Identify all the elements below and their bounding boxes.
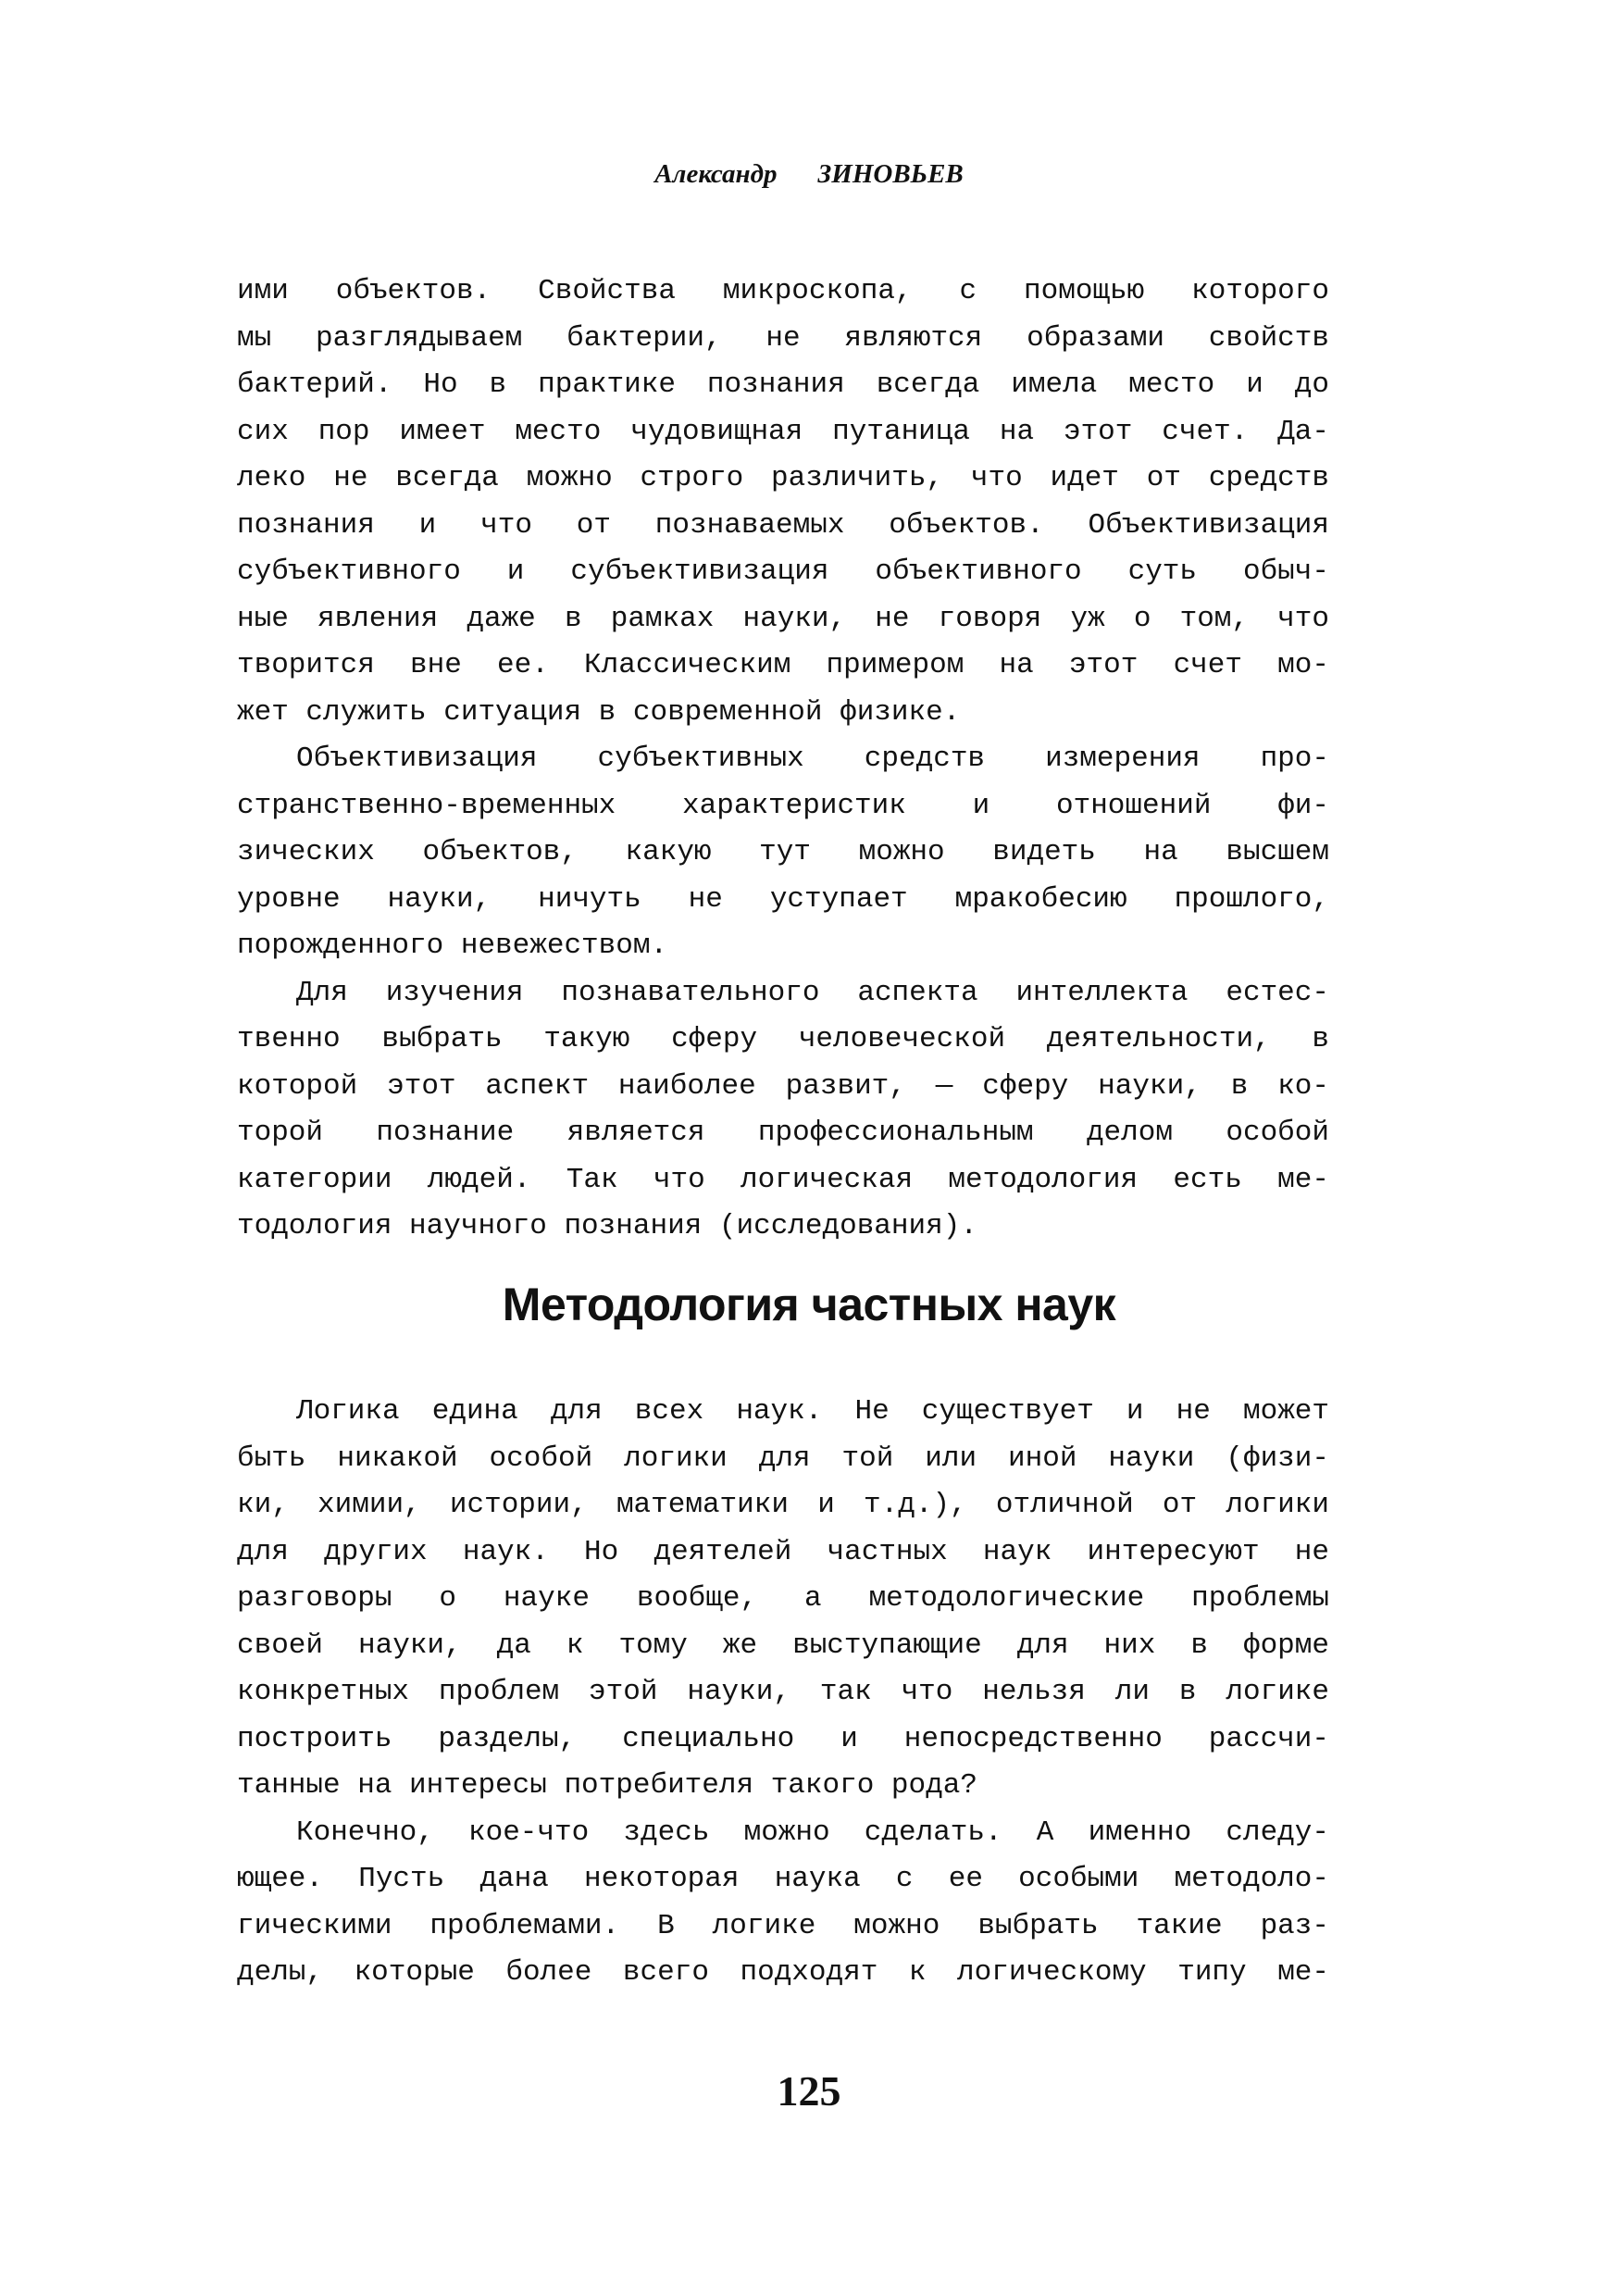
- text-line: которой этот аспект наиболее развит, — сферу науки, в ко-: [237, 1069, 1329, 1103]
- text-line: сих пор имеет место чудовищная путаница на этот счет. Да-: [237, 415, 1329, 448]
- text-line: конкретных проблем этой науки, так что нельзя ли в логике: [237, 1676, 1329, 1708]
- text-line: ные явления даже в рамках науки, не говоря уж о том, что: [237, 602, 1329, 635]
- text-line: гическими проблемами. В логике можно выбрать такие раз-: [237, 1909, 1329, 1942]
- text-line: зических объектов, какую тут можно видеть на высшем: [237, 836, 1329, 868]
- text-line: ими объектов. Свойства микроскопа, с помощью которого: [237, 275, 1329, 307]
- text-line: порожденного невежеством.: [237, 930, 668, 962]
- page-number: 125: [777, 2067, 841, 2115]
- text-line: быть никакой особой логики для той или иной науки (физи-: [237, 1441, 1329, 1475]
- text-line: ки, химии, истории, математики и т.д.), отличной от логики: [237, 1489, 1329, 1521]
- running-head: [0, 159, 1618, 190]
- text-line: бактерий. Но в практике познания всегда имела место и до: [237, 368, 1329, 401]
- text-line: мы разглядываем бактерии, не являются образами свойств: [237, 321, 1329, 355]
- text-line: своей науки, да к тому же выступающие для них в форме: [237, 1628, 1329, 1662]
- text-line: субъективного и субъективизация объективного суть обыч-: [237, 555, 1329, 588]
- body-text-block-2: [237, 1389, 1329, 1997]
- text-line: Конечно, кое-что здесь можно сделать. А именно следу-: [296, 1816, 1329, 1849]
- text-line: уровне науки, ничуть не уступает мракобесию прошлого,: [237, 882, 1329, 916]
- author-first-name: Александр: [654, 159, 778, 189]
- text-line: Логика едина для всех наук. Не существует и не может: [296, 1395, 1329, 1428]
- text-line: познания и что от познаваемых объектов. Объективизация: [237, 508, 1329, 542]
- author-last-name: ЗИНОВЬЕВ: [817, 159, 964, 189]
- text-line: делы, которые более всего подходят к логическому типу ме-: [237, 1956, 1329, 1989]
- text-line: разговоры о науке вообще, а методологические проблемы: [237, 1582, 1329, 1615]
- text-line: торой познание является профессиональным делом особой: [237, 1117, 1329, 1149]
- text-line: для других наук. Но деятелей частных наук интересуют не: [237, 1535, 1329, 1568]
- text-line: тодология научного познания (исследования).: [237, 1210, 977, 1242]
- text-line: построить разделы, специально и непосредственно рассчи-: [237, 1722, 1329, 1755]
- text-line: творится вне ее. Классическим примером на этот счет мо-: [237, 649, 1329, 681]
- text-line: жет служить ситуация в современной физике.: [237, 695, 961, 729]
- text-line: твенно выбрать такую сферу человеческой деятельности, в: [237, 1023, 1329, 1055]
- text-line: странственно-временных характеристик и отношений фи-: [237, 789, 1329, 822]
- text-line: ющее. Пусть дана некоторая наука с ее особыми методоло-: [237, 1863, 1329, 1895]
- text-line: Объективизация субъективных средств измерения про-: [296, 742, 1329, 775]
- section-heading: Методология частных наук: [502, 1279, 1116, 1330]
- text-line: танные на интересы потребителя такого рода?: [237, 1769, 977, 1802]
- text-line: леко не всегда можно строго различить, что идет от средств: [237, 462, 1329, 494]
- body-text-block-1: [237, 268, 1329, 1251]
- text-line: категории людей. Так что логическая методология есть ме-: [237, 1163, 1329, 1196]
- text-line: Для изучения познавательного аспекта интеллекта естес-: [296, 976, 1329, 1009]
